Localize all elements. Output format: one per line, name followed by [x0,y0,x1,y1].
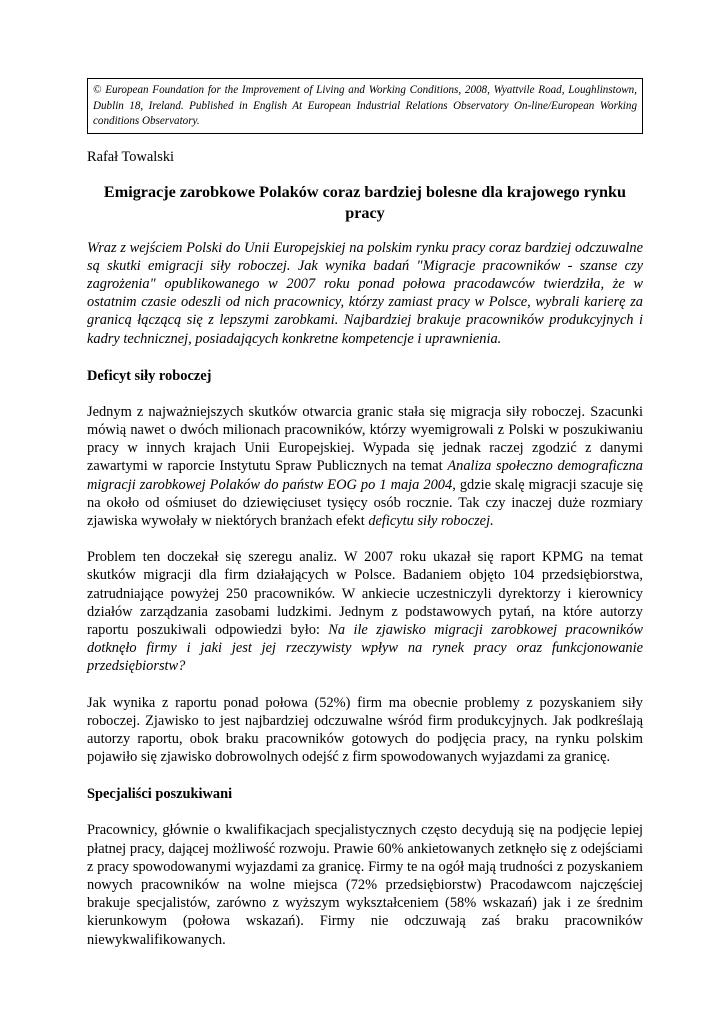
research-question: Na ile zjawisko migracji zarobkowej pracowników dotknęło firmy i jaki jest jej rzeczywisty wpływ na rynek pracy oraz funkcjonowanie przedsiębiorstw? [87,621,643,675]
text-run: Jednym z najważniejszych skutków otwarcia granic stała się migracja siły roboczej. Szacunki mówią nawet o dwóch milionach pracowników, którzy wyemigrowali z Polski w poszukiwaniu pracy w innych krajach Unii Europejskiej. Wypada się jednak raczej zgodzić z danymi zawartymi w raporcie Instytutu Spraw Publicznych na temat [87,403,643,475]
section-heading-specialists: Specjaliści poszukiwani [87,786,233,803]
text-run: Problem ten doczekał się szeregu analiz. W 2007 roku ukazał się raport KPMG na temat skutków migracji dla firm działających w Polsce. Badaniem objęto 104 przedsiębiorstwa, zatrudniające powyżej 250 pracowników. W ankiecie uczestniczyli dyrektorzy i kierownicy działów zarządzania zasobami ludzkimi. Jednym z podstawowych pytań, na które autorzy raportu poszukiwali odpowiedzi było: [87,549,643,638]
document-page [87,78,643,949]
section-heading-deficit: Deficyt siły roboczej [87,367,212,384]
paragraph: Jak wynika z raportu ponad połowa (52%) firm ma obecnie problemy z pozyskaniem siły roboczej. Zjawisko to jest najbardziej odczuwalne wśród firm produkcyjnych. Jak podkreślają autorzy raportu, obok braku pracowników gotowych do podjęcia pracy, na rynku polskim pojawiło się zjawisko dobrowolnych odejść z firm spowodowanych wyjazdami za granicę. [87,694,643,766]
paragraph: Pracownicy, głównie o kwalifikacjach specjalistycznych często decydują się na podjęcie lepiej płatnej pracy, dającej możliwość rozwoju. Prawie 60% ankietowanych zetknęło się z odejściami z pracy spowodowanymi wyjazdami za granicę. Firmy te na ogół mają trudności z pozyskaniem nowych pracowników na wolne miejsca (72% przedsiębiorstw) Pracodawcom najczęściej brakuje specjalistów, zarówno z wyższym wykształceniem (58% wskazań) jak i ze średnim kierunkowym (połowa wskazań). Firmy nie odczuwają zaś braku pracowników niewykwalifikowanych. [87,822,643,948]
report-title: Analiza społeczno demograficzna migracji zarobkowej Polaków do państw EOG po 1 maja 2004 [87,458,643,493]
copyright-notice: © European Foundation for the Improvement of Living and Working Conditions, 2008, Wyattvile Road, Loughlinstown, Dublin 18, Ireland. Published in English At European Industrial Relations Observatory On-line/European Working conditions Observatory. [87,78,643,134]
lead-paragraph: Wraz z wejściem Polski do Unii Europejskiej na polskim rynku pracy coraz bardziej odczuwalne są skutki emigracji siły roboczej. Jak wynika badań "Migracje pracowników - szanse czy zagrożenia" opublikowanego w 2007 roku ponad połowa pracodawców twierdziła, że w ostatnim czasie odeszli od nich pracownicy, którzy zamiast pracy w Polsce, wybrali karierę za granicą łączącą się z lepszymi zarobkami. Najbardziej brakuje pracowników produkcyjnych i kadry technicznej, posiadających konkretne kompetencje i uprawnienia. [87,239,643,347]
paragraph [87,403,643,530]
text-run: , gdzie skalę migracji szacuje się na około od ośmiuset do dziewięciuset tysięcy osób rocznie. Tak czy inaczej duże rozmiary zjawiska wywołały w niektórych branżach efekt [87,476,643,529]
emphasis: deficytu siły roboczej. [368,512,494,529]
paragraph [87,548,643,675]
article-title: Emigracje zarobkowe Polaków coraz bardziej bolesne dla krajowego rynku pracy [103,182,627,222]
author-name: Rafał Towalski [87,148,175,165]
